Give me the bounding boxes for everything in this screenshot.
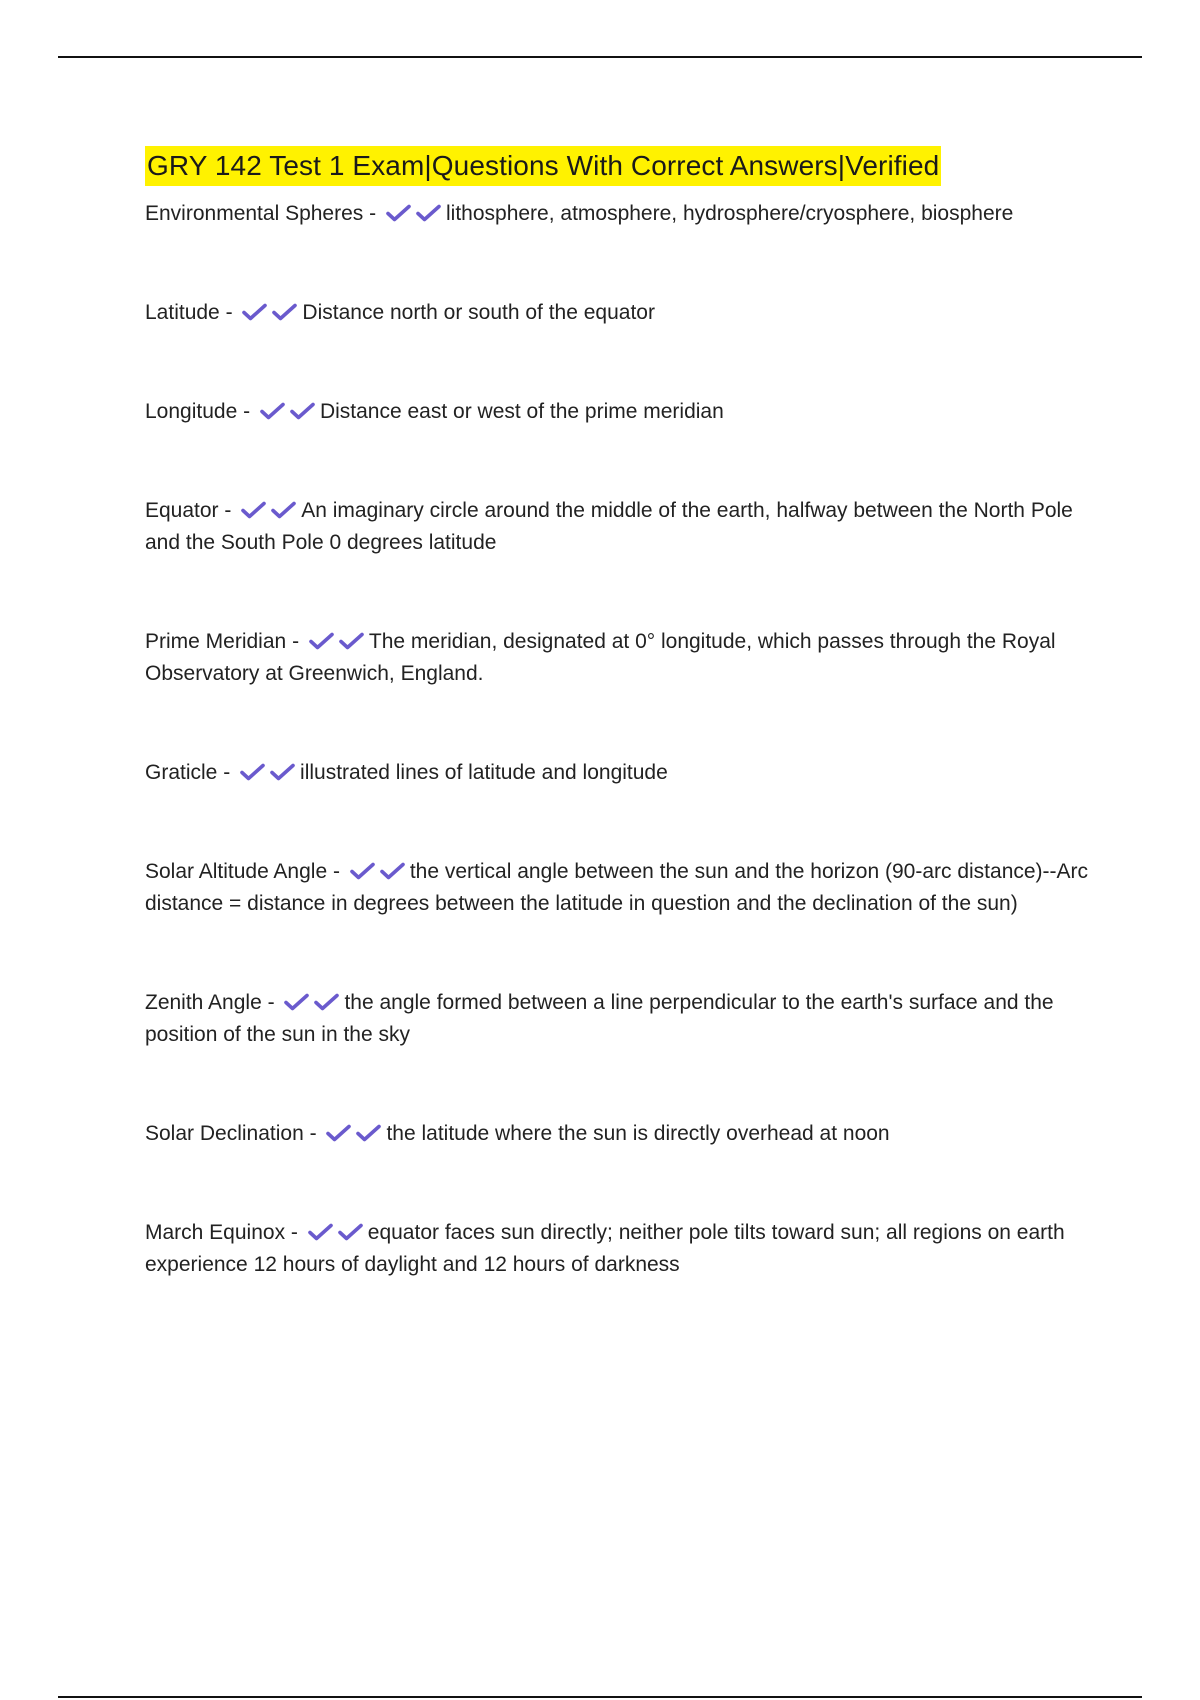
checkmark-icon [260, 402, 285, 420]
qa-answer: Distance east or west of the prime meridian [319, 400, 724, 423]
footer-rule [58, 1696, 1142, 1698]
qa-answer: illustrated lines of latitude and longitude [300, 761, 668, 784]
qa-separator: - [290, 1221, 298, 1244]
header-rule [58, 56, 1142, 58]
checkmark-icon [240, 763, 265, 781]
qa-answer: Distance north or south of the equator [302, 301, 655, 324]
qa-term: Longitude [145, 400, 238, 423]
checkmark-icon [308, 1223, 333, 1241]
qa-separator: - [369, 202, 377, 225]
qa-item [145, 198, 1090, 230]
qa-separator: - [224, 499, 232, 522]
checkmark-icon [290, 402, 315, 420]
checkmark-icon [356, 1124, 381, 1142]
checkmark-icon [416, 204, 441, 222]
checkmark-icon [350, 862, 375, 880]
qa-item [145, 856, 1090, 920]
checkmark-icon [242, 303, 267, 321]
qa-item [145, 626, 1090, 690]
qa-answer: the latitude where the sun is directly overhead at noon [386, 1122, 890, 1145]
qa-term: Graticle [145, 761, 218, 784]
document-body [145, 146, 1090, 1348]
qa-item [145, 396, 1090, 428]
qa-answer: lithosphere, atmosphere, hydrosphere/cryosphere, biosphere [445, 202, 1014, 225]
qa-term: Equator [145, 499, 219, 522]
checkmark-icon [309, 632, 334, 650]
checkmark-icon [271, 501, 296, 519]
qa-separator: - [309, 1122, 317, 1145]
qa-term: Zenith Angle [145, 991, 262, 1014]
checkmark-icon [270, 763, 295, 781]
qa-separator: - [243, 400, 251, 423]
qa-term: Solar Altitude Angle [145, 860, 328, 883]
qa-answer: An imaginary circle around the middle of the earth, halfway between the North Pole and the South Pole 0 degrees latitude [145, 499, 1073, 554]
qa-answer: equator faces sun directly; neither pole tilts toward sun; all regions on earth experience 12 hours of daylight and 12 hours of darkness [145, 1221, 1065, 1276]
qa-term: Environmental Spheres [145, 202, 364, 225]
qa-list [145, 198, 1090, 1281]
qa-term: Latitude [145, 301, 220, 324]
qa-term: Solar Declination [145, 1122, 304, 1145]
checkmark-icon [386, 204, 411, 222]
checkmark-icon [314, 993, 339, 1011]
qa-item [145, 987, 1090, 1051]
qa-separator: - [292, 630, 300, 653]
checkmark-icon [284, 993, 309, 1011]
qa-separator: - [267, 991, 275, 1014]
qa-item [145, 1118, 1090, 1150]
qa-separator: - [223, 761, 231, 784]
qa-item [145, 495, 1090, 559]
qa-term: Prime Meridian [145, 630, 287, 653]
checkmark-icon [339, 632, 364, 650]
qa-item [145, 757, 1090, 789]
qa-term: March Equinox [145, 1221, 286, 1244]
checkmark-icon [380, 862, 405, 880]
qa-answer: the vertical angle between the sun and the horizon (90-arc distance)--Arc distance = distance in degrees between the latitude in question and the declination of the sun) [145, 860, 1089, 915]
qa-item [145, 297, 1090, 329]
qa-separator: - [332, 860, 340, 883]
document-title: GRY 142 Test 1 Exam|Questions With Correct Answers|Verified [145, 146, 941, 186]
qa-item [145, 1217, 1090, 1281]
qa-separator: - [225, 301, 233, 324]
checkmark-icon [241, 501, 266, 519]
checkmark-icon [326, 1124, 351, 1142]
qa-answer: The meridian, designated at 0° longitude, which passes through the Royal Observatory at Greenwich, England. [145, 630, 1056, 685]
checkmark-icon [338, 1223, 363, 1241]
qa-answer: the angle formed between a line perpendicular to the earth's surface and the position of the sun in the sky [145, 991, 1054, 1046]
checkmark-icon [272, 303, 297, 321]
